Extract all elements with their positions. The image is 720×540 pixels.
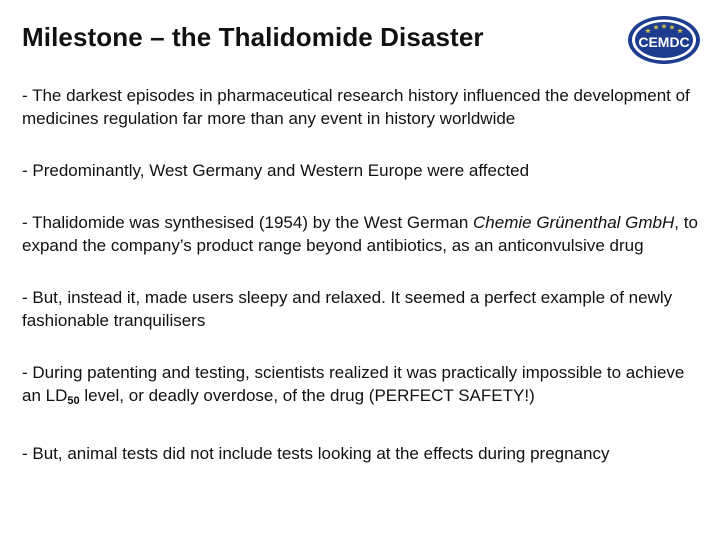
paragraph-4: - But, instead it, made users sleepy and relaxed. It seemed a perfect example of newly fashionable tranquilisers	[22, 288, 673, 330]
logo-text: CEMDC	[638, 34, 690, 50]
paragraph-3-end: , to expand the company’s product range beyond antibiotics, as an anticonvulsive drug	[22, 213, 698, 255]
company-name: Chemie Grünenthal GmbH	[473, 213, 675, 232]
paragraph-5-start: - During patenting and testing, scientists realized it was practically impossible to achieve an LD	[22, 363, 685, 405]
paragraph-5-end: level, or deadly overdose, of the drug (PERFECT SAFETY!)	[79, 386, 535, 405]
paragraph-3	[22, 211, 706, 257]
paragraph-2: - Predominantly, West Germany and Western Europe were affected	[22, 161, 530, 180]
paragraph-1: - The darkest episodes in pharmaceutical research history influenced the development of medicines regulation far more than any event in history worldwide	[22, 86, 690, 128]
cemdc-logo	[626, 14, 702, 66]
cemdc-logo-icon	[626, 14, 702, 66]
paragraph-6: - But, animal tests did not include tests looking at the effects during pregnancy	[22, 444, 610, 463]
paragraph-3-start: - Thalidomide was synthesised (1954) by the West German	[22, 213, 474, 232]
paragraph-5	[22, 361, 706, 413]
ld50-subscript: 50	[67, 395, 80, 407]
slide-title: Milestone – the Thalidomide Disaster	[22, 22, 484, 52]
slide-body	[22, 84, 706, 494]
